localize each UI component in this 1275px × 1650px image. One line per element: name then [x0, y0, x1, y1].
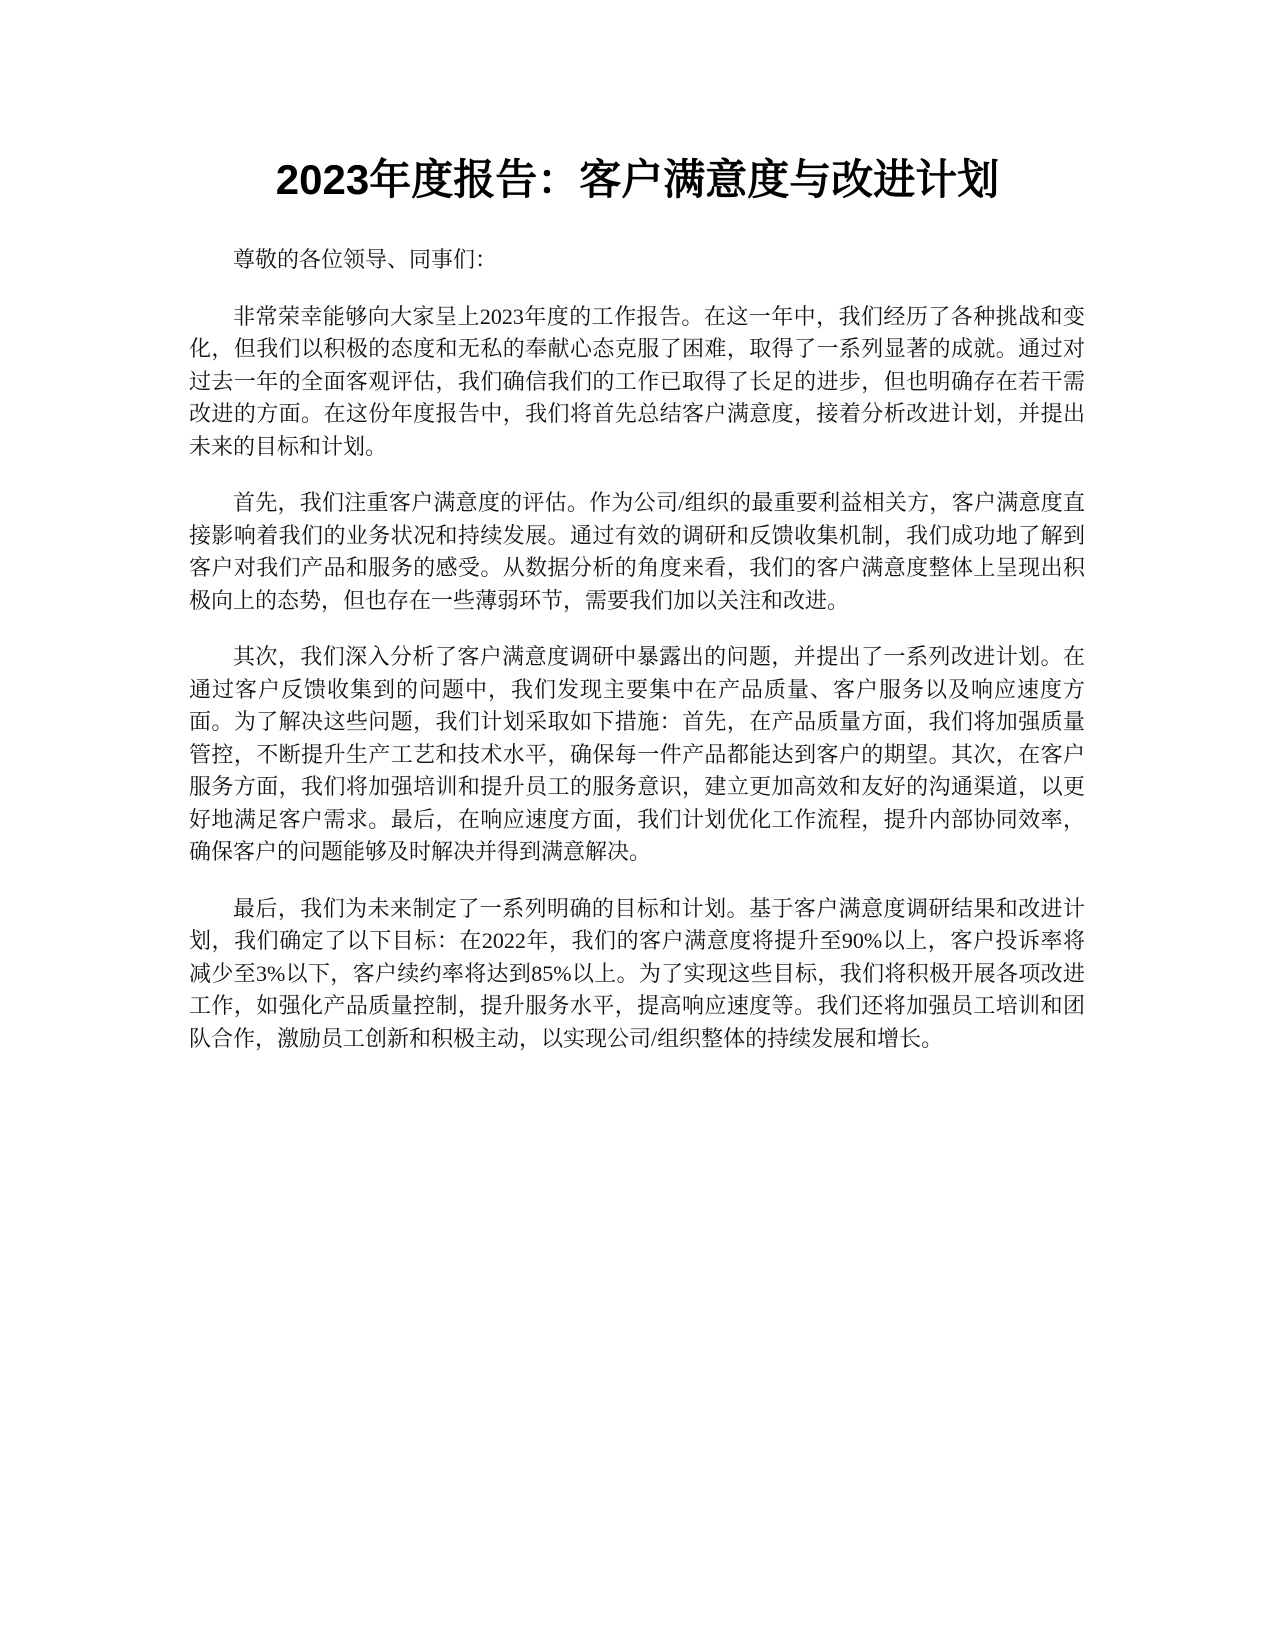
document-body	[189, 244, 1085, 1079]
paragraph-goals: 最后，我们为未来制定了一系列明确的目标和计划。基于客户满意度调研结果和改进计划，我们确定了以下目标：在2022年，我们的客户满意度将提升至90%以上，客户投诉率将减少至3%以下，客户续约率将达到85%以上。为了实现这些目标，我们将积极开展各项改进工作，如强化产品质量控制，提升服务水平，提高响应速度等。我们还将加强员工培训和团队合作，激励员工创新和积极主动，以实现公司/组织整体的持续发展和增长。	[189, 895, 1085, 1051]
page-title: 2023年度报告：客户满意度与改进计划	[275, 156, 1000, 203]
paragraph-improvement: 其次，我们深入分析了客户满意度调研中暴露出的问题，并提出了一系列改进计划。在通过客户反馈收集到的问题中，我们发现主要集中在产品质量、客户服务以及响应速度方面。为了解决这些问题，我们计划采取如下措施：首先，在产品质量方面，我们将加强质量管控，不断提升生产工艺和技术水平，确保每一件产品都能达到客户的期望。其次，在客户服务方面，我们将加强培训和提升员工的服务意识，建立更加高效和友好的沟通渠道，以更好地满足客户需求。最后，在响应速度方面，我们计划优化工作流程，提升内部协同效率，确保客户的问题能够及时解决并得到满意解决。	[189, 644, 1085, 864]
paragraph-intro: 非常荣幸能够向大家呈上2023年度的工作报告。在这一年中，我们经历了各种挑战和变化，但我们以积极的态度和无私的奉献心态克服了困难，取得了一系列显著的成就。通过对过去一年的全面客观评估，我们确信我们的工作已取得了长足的进步，但也明确存在若干需改进的方面。在这份年度报告中，我们将首先总结客户满意度，接着分析改进计划，并提出未来的目标和计划。	[189, 303, 1085, 459]
salutation: 尊敬的各位领导、同事们：	[233, 247, 498, 272]
paragraph-satisfaction: 首先，我们注重客户满意度的评估。作为公司/组织的最重要利益相关方，客户满意度直接影响着我们的业务状况和持续发展。通过有效的调研和反馈收集机制，我们成功地了解到客户对我们产品和服务的感受。从数据分析的角度来看，我们的客户满意度整体上呈现出积极向上的态势，但也存在一些薄弱环节，需要我们加以关注和改进。	[189, 490, 1085, 613]
